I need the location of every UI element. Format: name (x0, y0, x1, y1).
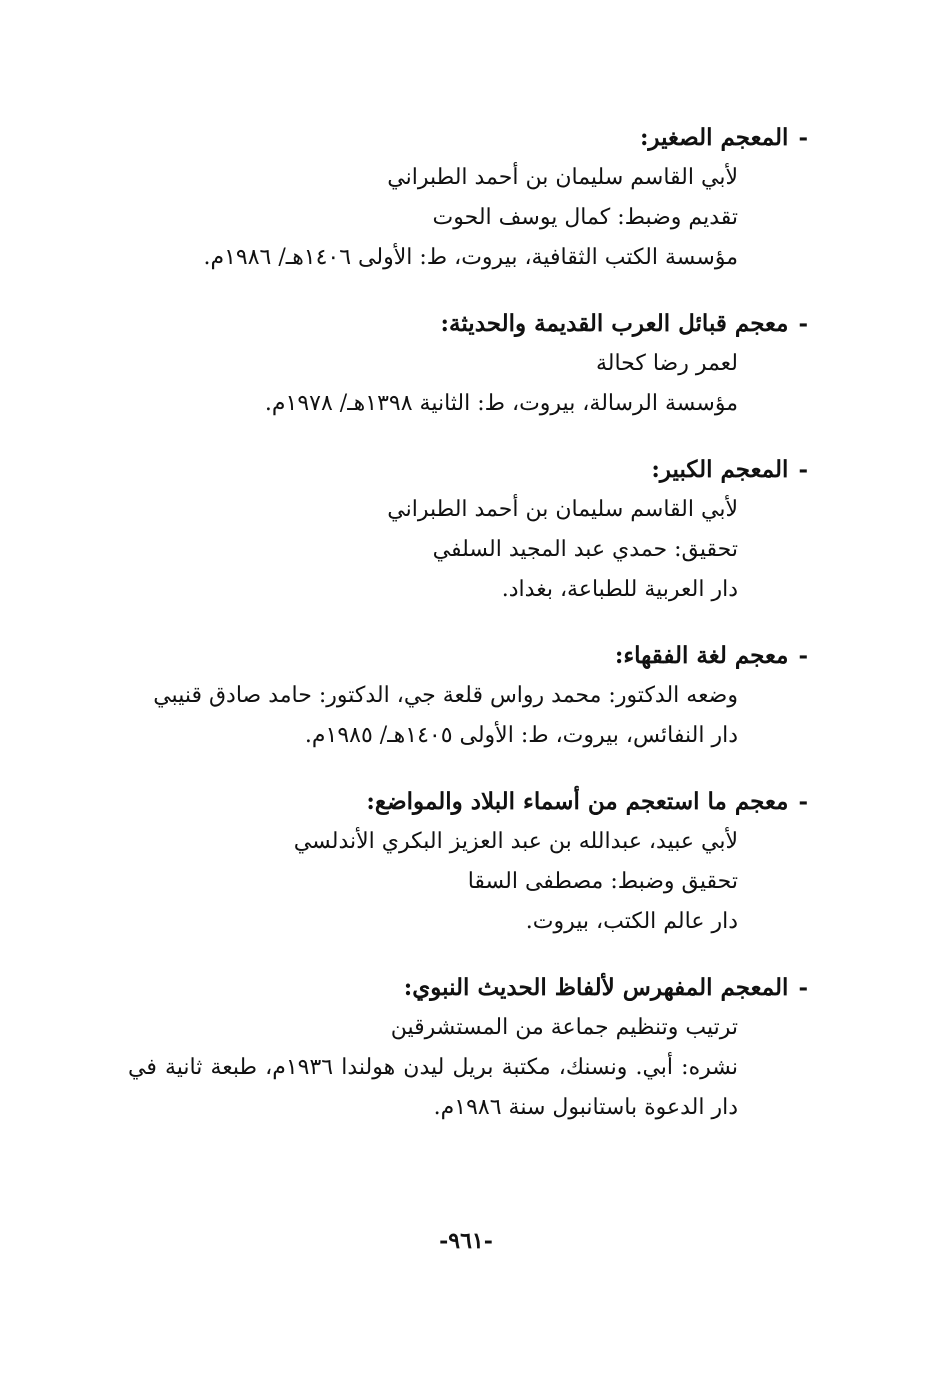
entry-line: تقديم وضبط: كمال يوسف الحوت (432, 205, 738, 230)
entry-title: -معجم قبائل العرب القديمة والحديثة: (440, 310, 808, 337)
bibliography-page (128, 118, 808, 1154)
entry-title: -المعجم الصغير: (639, 124, 808, 151)
entry-line: ترتيب وتنظيم جماعة من المستشرقين (390, 1015, 738, 1040)
entry-line: مؤسسة الكتب الثقافية، بيروت، ط: الأولى ١٤٠٦هـ/ ١٩٨٦م. (203, 245, 738, 270)
bibliography-entry (128, 450, 808, 610)
bibliography-entry (128, 118, 808, 278)
entry-line: نشره: أبي. ونسنك، مكتبة بريل ليدن هولندا ١٩٣٦م، طبعة ثانية في دار الدعوة باستانبول سنة ١٩٨٦م. (128, 1055, 738, 1120)
entry-title: -المعجم الكبير: (651, 456, 808, 483)
entry-title: -المعجم المفهرس لألفاظ الحديث النبوي: (403, 974, 808, 1001)
entry-line: تحقيق وضبط: مصطفى السقا (467, 869, 738, 894)
entry-line: تحقيق: حمدي عبد المجيد السلفي (432, 537, 738, 562)
entry-line: دار عالم الكتب، بيروت. (525, 909, 738, 934)
entry-line: مؤسسة الرسالة، بيروت، ط: الثانية ١٣٩٨هـ/ ١٩٧٨م. (264, 391, 738, 416)
entry-line: لأبي عبيد، عبدالله بن عبد العزيز البكري الأندلسي (293, 829, 738, 854)
entry-line: لأبي القاسم سليمان بن أحمد الطبراني (387, 165, 738, 190)
entry-line: دار النفائس، بيروت، ط: الأولى ١٤٠٥هـ/ ١٩٨٥م. (304, 723, 738, 748)
entry-line: وضعه الدكتور: محمد رواس قلعة جي، الدكتور: حامد صادق قنيبي (153, 683, 738, 708)
bibliography-entry (128, 636, 808, 756)
bibliography-entry (128, 782, 808, 942)
entry-title: -معجم ما استعجم من أسماء البلاد والمواضع: (366, 788, 808, 815)
entry-line: لأبي القاسم سليمان بن أحمد الطبراني (387, 497, 738, 522)
entry-line: دار العربية للطباعة، بغداد. (501, 577, 738, 602)
bibliography-entry (128, 968, 808, 1128)
bibliography-entry (128, 304, 808, 424)
entry-line: لعمر رضا كحالة (595, 351, 738, 376)
page-number: -٩٦١- (439, 1228, 493, 1254)
entry-title: -معجم لغة الفقهاء: (614, 642, 808, 669)
